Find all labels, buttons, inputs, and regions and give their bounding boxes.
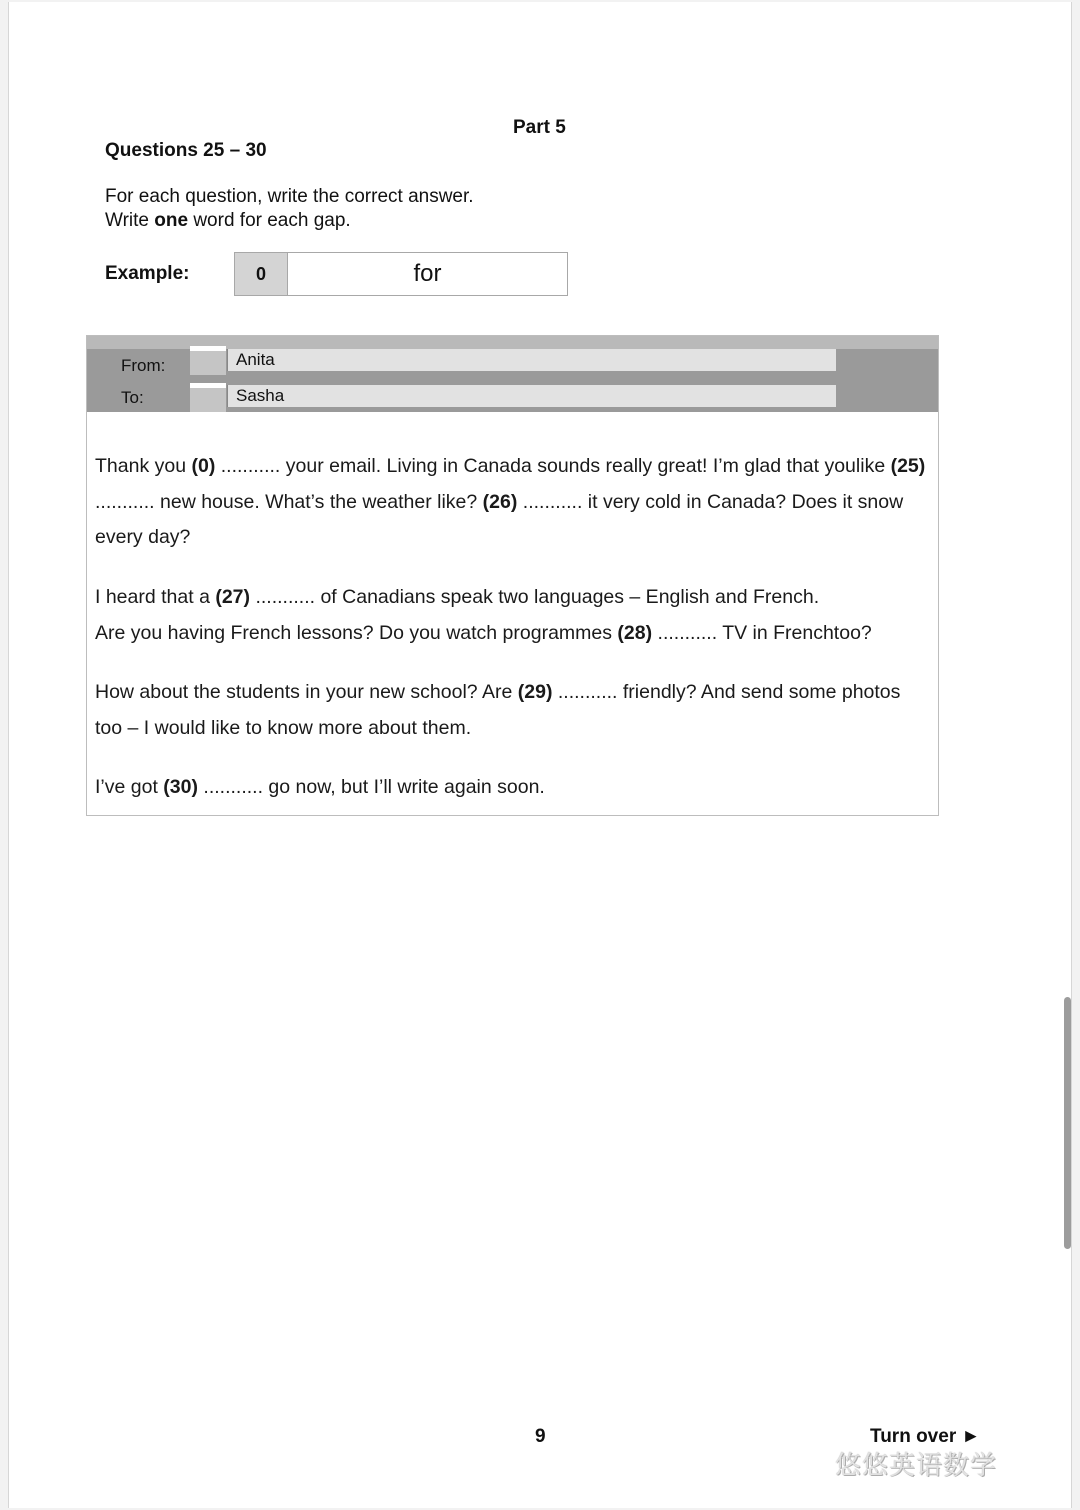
gap-29: (29) [517, 681, 553, 703]
page-number: 9 [535, 1426, 546, 1447]
scrollbar[interactable] [1064, 997, 1071, 1249]
email-paragraph-3: How about the students in your new school? Are (29) ........... friendly? And send some photos too – I would like to know more about them. [95, 681, 901, 739]
questions-heading: Questions 25 – 30 [105, 140, 267, 161]
gap-27: (27) [215, 586, 251, 608]
from-field: Anita [227, 349, 836, 371]
email-paragraph-1: Thank you (0) ........... your email. Living in Canada sounds really great! I’m glad that youlike (25) ........... new house. What’s the weather like? (26) ........... it very cold in Canada? Does it snow every day? [95, 455, 926, 548]
to-label: To: [121, 388, 144, 407]
gap-25: (25) [890, 455, 926, 477]
example-number: 0 [235, 253, 288, 295]
gap-26: (26) [482, 490, 518, 513]
email-paragraph-2: I heard that a (27) ........... of Canadians speak two languages – English and French. Are you having French lessons? Do you watch programmes (28) ........... TV in Frenchtoo? [95, 586, 872, 644]
gap-28: (28) [617, 621, 653, 644]
gap-30: (30) [163, 776, 198, 798]
example-answer: for [413, 260, 442, 287]
example-label: Example: [105, 263, 190, 284]
instructions [105, 185, 474, 233]
instruction-line-1: For each question, write the correct answer. [105, 186, 474, 207]
instruction-line-2: Write one word for each gap. [105, 210, 351, 231]
email-paragraph-4: I’ve got (30) ........... go now, but I’ll write again soon. [95, 776, 545, 798]
example-box [234, 252, 568, 296]
watermark: 悠悠英语数学 [835, 1450, 998, 1480]
email-header [87, 336, 938, 412]
part-title: Part 5 [513, 117, 566, 138]
email-box [86, 335, 939, 816]
gap-0: (0) [191, 455, 216, 477]
from-label: From: [121, 356, 166, 375]
to-field: Sasha [227, 385, 836, 407]
turn-over-label: Turn over ► [870, 1426, 981, 1447]
